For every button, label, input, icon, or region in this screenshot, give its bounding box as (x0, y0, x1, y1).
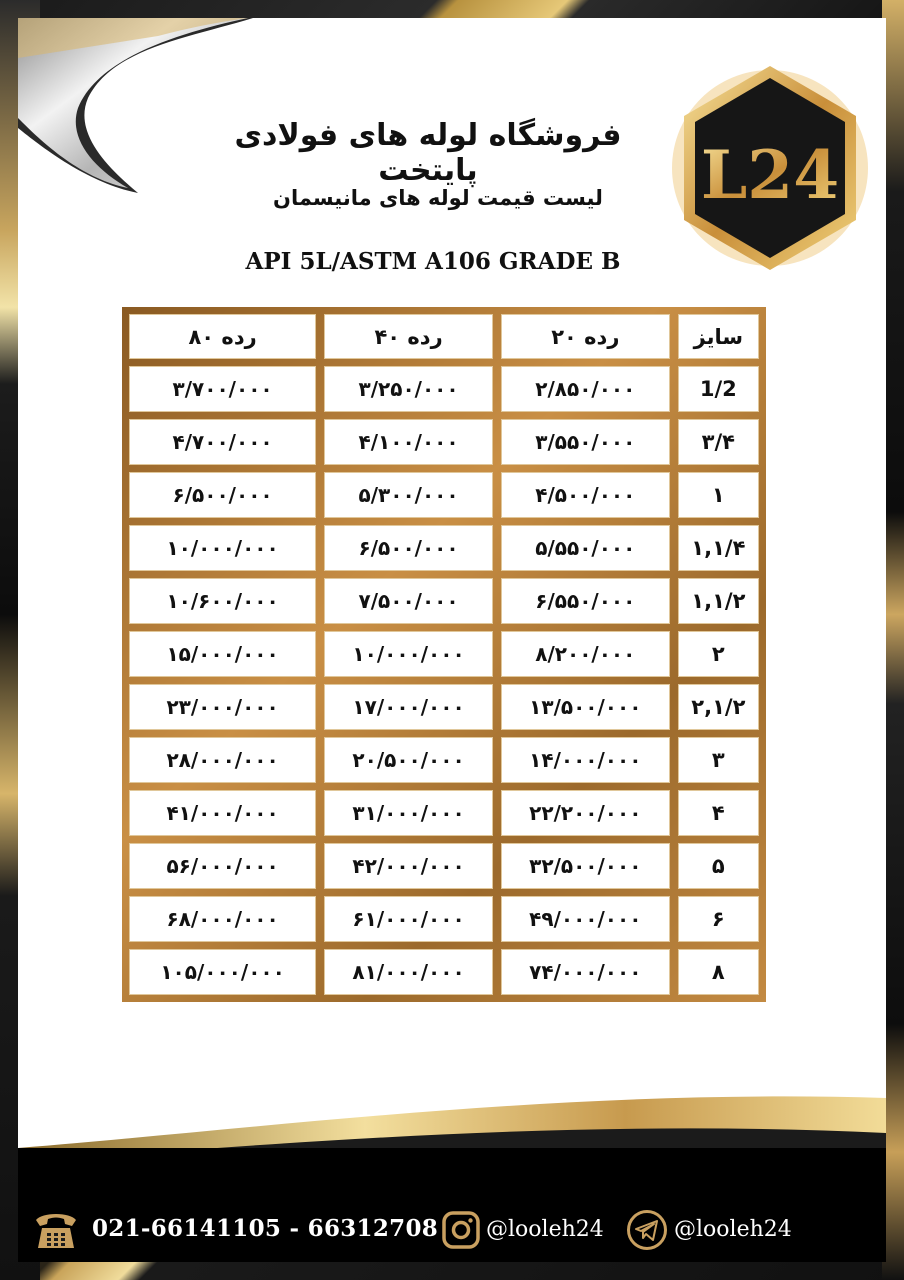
telegram-icon[interactable] (626, 1209, 668, 1251)
cell-sch20: ۴/۵۰۰/۰۰۰ (501, 472, 670, 518)
cell-sch80: ۱۰/۶۰۰/۰۰۰ (129, 578, 316, 624)
table-row (129, 366, 759, 412)
cell-size: ۶ (678, 896, 759, 942)
cell-sch80: ۶/۵۰۰/۰۰۰ (129, 472, 316, 518)
telegram-handle[interactable]: @looleh24 (674, 1217, 792, 1242)
page-title: فروشگاه لوله های فولادی پایتخت (234, 118, 622, 188)
cell-sch80: ۴۱/۰۰۰/۰۰۰ (129, 790, 316, 836)
price-sheet (18, 18, 886, 1262)
column-header-sch80: رده ۸۰ (129, 314, 316, 359)
cell-sch40: ۸۱/۰۰۰/۰۰۰ (324, 949, 493, 995)
cell-sch20: ۵/۵۵۰/۰۰۰ (501, 525, 670, 571)
cell-size: ۱,۱/۴ (678, 525, 759, 571)
cell-sch40: ۱۷/۰۰۰/۰۰۰ (324, 684, 493, 730)
table-row (129, 843, 759, 889)
cell-sch80: ۲۸/۰۰۰/۰۰۰ (129, 737, 316, 783)
cell-sch80: ۱۵/۰۰۰/۰۰۰ (129, 631, 316, 677)
cell-size: ۱,۱/۲ (678, 578, 759, 624)
table-row (129, 631, 759, 677)
cell-sch80: ۳/۷۰۰/۰۰۰ (129, 366, 316, 412)
table-row (129, 949, 759, 995)
column-header-size: سایز (678, 314, 759, 359)
cell-sch20: ۶/۵۵۰/۰۰۰ (501, 578, 670, 624)
table-row (129, 790, 759, 836)
cell-sch40: ۷/۵۰۰/۰۰۰ (324, 578, 493, 624)
cell-sch40: ۶۱/۰۰۰/۰۰۰ (324, 896, 493, 942)
cell-size: ۳/۴ (678, 419, 759, 465)
cell-sch40: ۴۲/۰۰۰/۰۰۰ (324, 843, 493, 889)
cell-sch20: ۳۲/۵۰۰/۰۰۰ (501, 843, 670, 889)
cell-sch80: ۶۸/۰۰۰/۰۰۰ (129, 896, 316, 942)
contact-bar (18, 1208, 886, 1252)
table-row (129, 684, 759, 730)
cell-size: ۵ (678, 843, 759, 889)
cell-sch20: ۴۹/۰۰۰/۰۰۰ (501, 896, 670, 942)
instagram-handle[interactable]: @looleh24 (486, 1217, 604, 1242)
cell-size: ۲,۱/۲ (678, 684, 759, 730)
table-row (129, 737, 759, 783)
cell-sch20: ۲/۸۵۰/۰۰۰ (501, 366, 670, 412)
cell-sch80: ۵۶/۰۰۰/۰۰۰ (129, 843, 316, 889)
cell-sch20: ۱۳/۵۰۰/۰۰۰ (501, 684, 670, 730)
column-header-sch20: رده ۲۰ (501, 314, 670, 359)
cell-sch40: ۴/۱۰۰/۰۰۰ (324, 419, 493, 465)
cell-sch20: ۸/۲۰۰/۰۰۰ (501, 631, 670, 677)
logo-text: L24 (700, 136, 840, 214)
cell-sch40: ۱۰/۰۰۰/۰۰۰ (324, 631, 493, 677)
cell-sch20: ۲۲/۲۰۰/۰۰۰ (501, 790, 670, 836)
cell-size: ۸ (678, 949, 759, 995)
store-logo (670, 58, 870, 278)
cell-size: ۲ (678, 631, 759, 677)
table-row (129, 472, 759, 518)
cell-sch80: ۴/۷۰۰/۰۰۰ (129, 419, 316, 465)
instagram-icon[interactable] (442, 1211, 480, 1249)
cell-size: 1/2 (678, 366, 759, 412)
cell-sch20: ۷۴/۰۰۰/۰۰۰ (501, 949, 670, 995)
cell-sch80: ۱۰/۰۰۰/۰۰۰ (129, 525, 316, 571)
table-row (129, 578, 759, 624)
table-header-row (129, 314, 759, 359)
cell-sch40: ۳۱/۰۰۰/۰۰۰ (324, 790, 493, 836)
price-table-frame (122, 307, 766, 1002)
cell-sch80: ۱۰۵/۰۰۰/۰۰۰ (129, 949, 316, 995)
price-table (121, 307, 767, 1002)
table-row (129, 419, 759, 465)
cell-sch40: ۵/۳۰۰/۰۰۰ (324, 472, 493, 518)
cell-size: ۴ (678, 790, 759, 836)
page-subtitle: لیست قیمت لوله های مانیسمان (273, 186, 603, 210)
cell-sch40: ۳/۲۵۰/۰۰۰ (324, 366, 493, 412)
cell-sch40: ۲۰/۵۰۰/۰۰۰ (324, 737, 493, 783)
table-row (129, 525, 759, 571)
cell-sch20: ۳/۵۵۰/۰۰۰ (501, 419, 670, 465)
cell-size: ۱ (678, 472, 759, 518)
cell-size: ۳ (678, 737, 759, 783)
cell-sch20: ۱۴/۰۰۰/۰۰۰ (501, 737, 670, 783)
column-header-sch40: رده ۴۰ (324, 314, 493, 359)
pipe-standard: API 5L/ASTM A106 GRADE B (245, 248, 621, 275)
cell-sch40: ۶/۵۰۰/۰۰۰ (324, 525, 493, 571)
phone-numbers[interactable]: 021-66141105 - 66312708 (92, 1215, 439, 1242)
table-row (129, 896, 759, 942)
cell-sch80: ۲۳/۰۰۰/۰۰۰ (129, 684, 316, 730)
telephone-icon (32, 1208, 80, 1252)
